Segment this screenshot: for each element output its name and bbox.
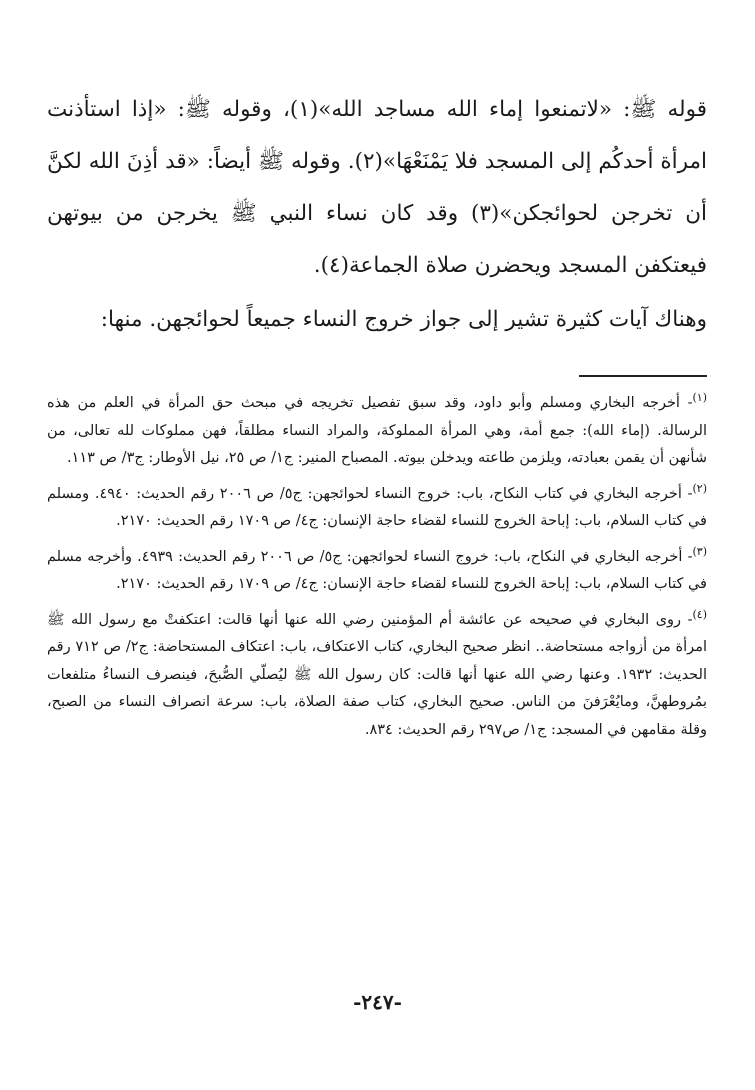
footnote xyxy=(47,390,707,473)
footnote xyxy=(47,607,707,745)
body-paragraph: وهناك آيات كثيرة تشير إلى جواز خروج النساء جميعاً لحوائجهن. منها: xyxy=(100,307,707,332)
main-text xyxy=(47,84,707,346)
footnote-marker: (٤) xyxy=(692,607,707,621)
page-number: -٢٤٧- xyxy=(353,990,402,1014)
footnote-text: - روى البخاري في صحيحه عن عائشة أم المؤمنين رضي الله عنها أنها قالت: اعتكفتْ مع رسول الله ﷺ امرأة من أزواجه مستحاضة.. انظر صحيح البخاري، كتاب الاعتكاف، باب: اعتكاف المستحاضة: ج٢/ ص ٧١٢ رقم الحديث: ١٩٣٢. وعنها رضي الله عنها أنها قالت: كان رسول الله ﷺ ليُصلّي الصُّبحَ، فينصرف النساءُ متلفعات بمُروطهنَّ، ومايُعْرَفنَ من الناس. صحيح البخاري، كتاب صفة الصلاة، باب: سرعة انصراف النساء من الصبح، وقلة مقامهن في المسجد: ج١/ ص٢٩٧ رقم الحديث: ٨٣٤. xyxy=(47,611,707,738)
footnote-separator xyxy=(579,375,707,377)
footnote xyxy=(47,481,707,536)
footnote xyxy=(47,544,707,599)
footnote-marker: (٣) xyxy=(692,544,707,558)
footnote-marker: (١) xyxy=(692,391,707,405)
footnote-text: - أخرجه البخاري ومسلم وأبو داود، وقد سبق تفصيل تخريجه في مبحث حق المرأة في العلم من هذه الرسالة. (إماء الله): جمع أمة، وهي المرأة المملوكة، والمراد النساء مطلقاً، فهن مملوكات لله تعالى، من شأنهن أن يقمن بعبادته، ويلزمن طاعته ويدخلن بيوته. المصباح المنير: ج١/ ص ٢٥، نيل الأوطار: ج٣/ ص ١١٣. xyxy=(47,395,707,466)
footnote-marker: (٢) xyxy=(692,481,708,495)
footnote-text: - أخرجه البخاري في النكاح، باب: خروج النساء لحوائجهن: ج٥/ ص ٢٠٠٦ رقم الحديث: ٤٩٣٩. وأخرجه مسلم في كتاب السلام، باب: إباحة الخروج للنساء لقضاء حاجة الإنسان: ج٤/ ص ١٧٠٩ رقم الحديث: ٢١٧٠. xyxy=(47,548,707,592)
body-paragraph: قوله ﷺ: «لاتمنعوا إماء الله مساجد الله»(١)، وقوله ﷺ: «إذا استأذنت امرأة أحدكُم إلى المسجد فلا يَمْنَعْهَا»(٢). وقوله ﷺ أيضاً: «قد أذِنَ الله لكنَّ أن تخرجن لحوائجكن»(٣) وقد كان نساء النبي ﷺ يخرجن من بيوتهن فيعتكفن المسجد ويحضرن صلاة الجماعة(٤). xyxy=(47,97,708,278)
footnotes xyxy=(47,390,707,752)
footnote-text: - أخرجه البخاري في كتاب النكاح، باب: خروج النساء لحوائجهن: ج٥/ ص ٢٠٠٦ رقم الحديث: ٤٩٤٠. ومسلم في كتاب السلام، باب: إباحة الخروج للنساء لقضاء حاجة الإنسان: ج٤/ ص ١٧٠٩ رقم الحديث: ٢١٧٠. xyxy=(47,485,707,529)
